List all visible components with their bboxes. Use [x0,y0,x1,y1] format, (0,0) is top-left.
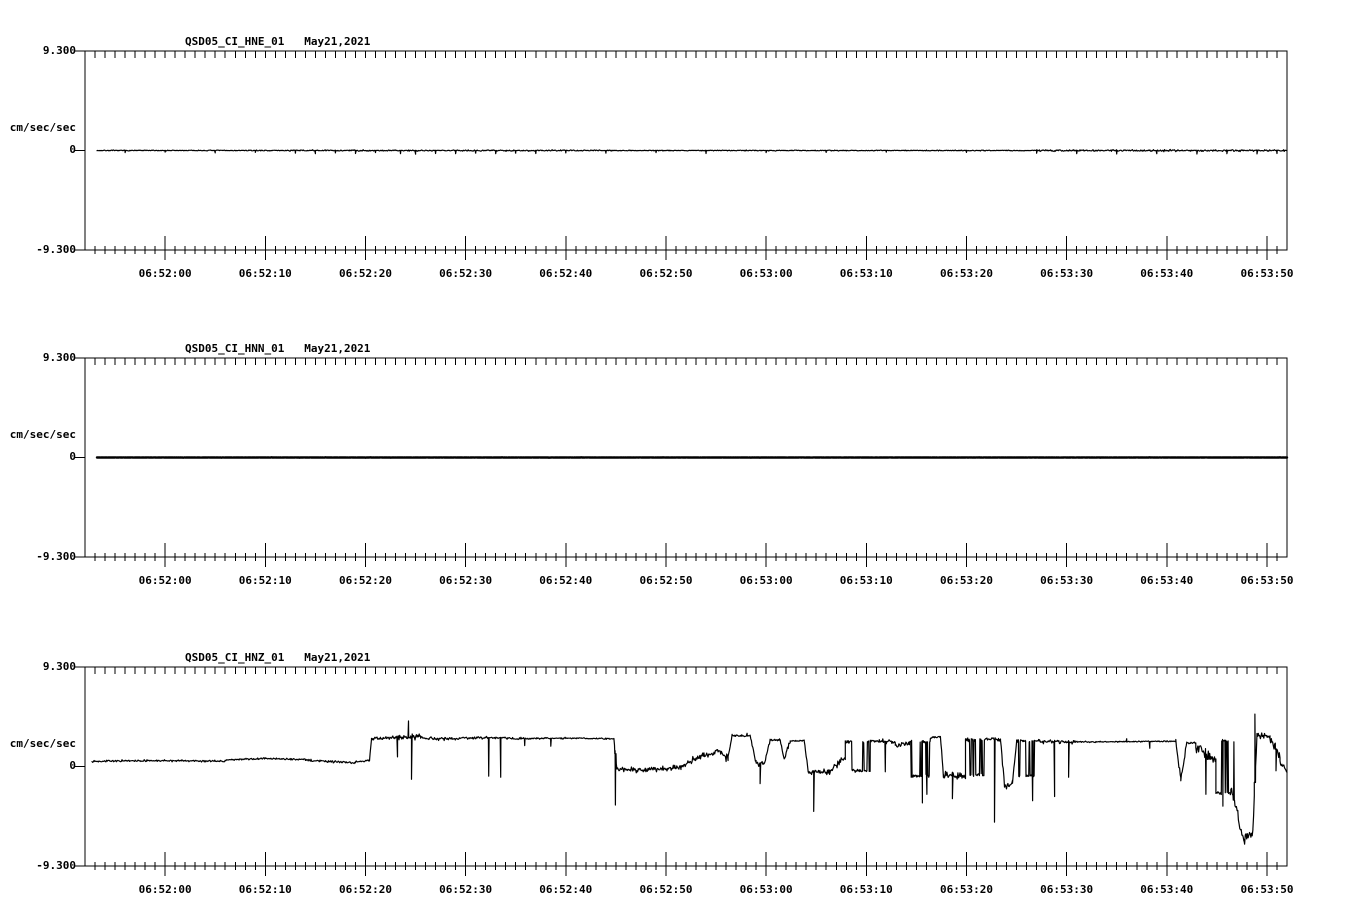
x-tick-label: 06:53:20 [940,883,993,896]
x-tick-label: 06:53:40 [1140,883,1194,896]
panel-title-hnn: QSD05_CI_HNN_01 May21,2021 [185,342,371,355]
y-axis-min-label: -9.300 [36,243,76,256]
y-axis-zero-label: 0 [69,759,76,772]
x-tick-label: 06:53:10 [839,883,893,896]
y-axis-max-label: 9.300 [42,660,76,673]
seismogram-panel-hnz [0,616,1358,923]
y-axis-max-label: 9.300 [42,44,76,57]
x-tick-label: 06:53:30 [1040,883,1094,896]
x-tick-label: 06:52:30 [439,574,493,587]
x-tick-label: 06:53:50 [1240,574,1294,587]
y-axis-zero-label: 0 [69,450,76,463]
x-tick-label: 06:52:10 [238,267,292,280]
panel-title-hne: QSD05_CI_HNE_01 May21,2021 [185,35,371,48]
x-tick-label: 06:52:00 [138,267,192,280]
y-axis-min-label: -9.300 [36,550,76,563]
y-axis-unit-label: cm/sec/sec [9,428,76,441]
x-tick-label: 06:53:20 [940,574,993,587]
x-tick-label: 06:53:30 [1040,574,1094,587]
plot-border [85,667,1287,866]
x-tick-label: 06:53:00 [739,574,793,587]
x-tick-label: 06:52:40 [539,883,593,896]
seismogram-panel-hnn [0,307,1358,614]
x-tick-label: 06:52:10 [238,883,292,896]
x-tick-label: 06:52:40 [539,267,593,280]
seismogram-panel-hne [0,0,1358,307]
x-tick-label: 06:53:50 [1240,883,1294,896]
x-tick-label: 06:53:20 [940,267,993,280]
x-tick-label: 06:52:50 [639,267,693,280]
waveform-trace [97,149,1287,154]
x-tick-label: 06:53:10 [839,267,893,280]
x-tick-label: 06:53:30 [1040,267,1094,280]
y-axis-unit-label: cm/sec/sec [9,737,76,750]
x-tick-label: 06:52:20 [339,574,392,587]
x-tick-label: 06:53:10 [839,574,893,587]
x-tick-label: 06:53:50 [1240,267,1294,280]
y-axis-unit-label: cm/sec/sec [9,121,76,134]
x-tick-label: 06:52:30 [439,883,493,896]
x-tick-label: 06:53:00 [739,267,793,280]
axis-ticks [74,358,1277,567]
x-tick-label: 06:52:00 [138,883,192,896]
x-tick-label: 06:52:20 [339,883,392,896]
x-tick-label: 06:53:40 [1140,267,1194,280]
panel-title-hnz: QSD05_CI_HNZ_01 May21,2021 [185,651,371,664]
x-tick-label: 06:52:30 [439,267,493,280]
axis-ticks [74,51,1277,260]
x-tick-label: 06:52:00 [138,574,192,587]
x-tick-label: 06:53:40 [1140,574,1194,587]
waveform-trace [92,714,1287,844]
y-axis-max-label: 9.300 [42,351,76,364]
x-tick-label: 06:52:20 [339,267,392,280]
x-tick-label: 06:53:00 [739,883,793,896]
x-tick-label: 06:52:40 [539,574,593,587]
x-tick-label: 06:52:50 [639,883,693,896]
axis-ticks [74,667,1277,876]
y-axis-zero-label: 0 [69,143,76,156]
x-tick-label: 06:52:50 [639,574,693,587]
y-axis-min-label: -9.300 [36,859,76,872]
x-tick-label: 06:52:10 [238,574,292,587]
